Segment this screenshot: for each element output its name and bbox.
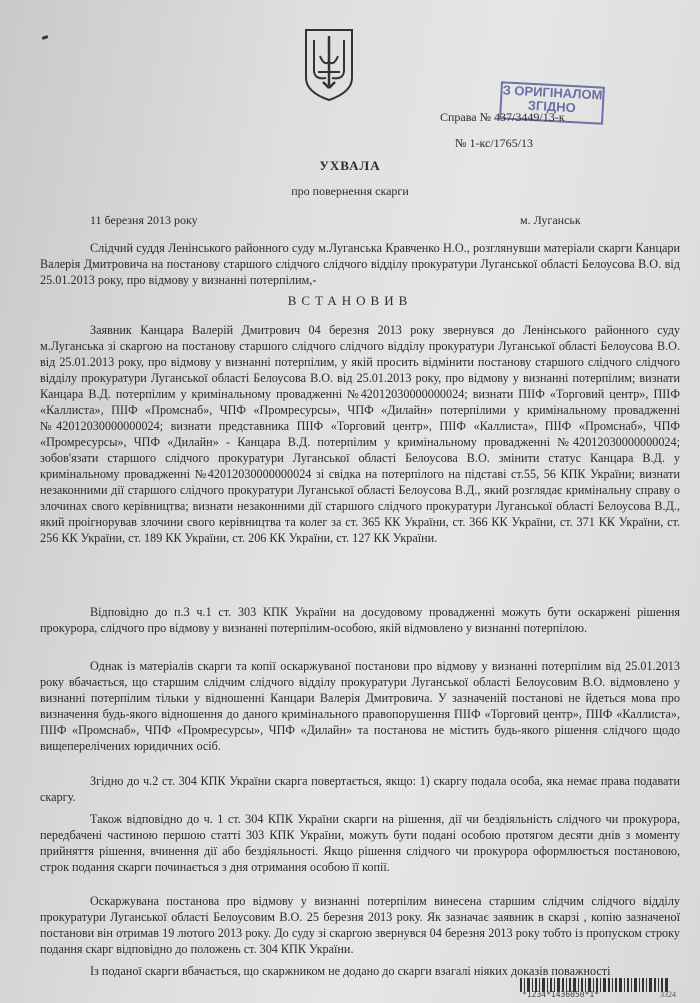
trident-emblem-icon	[302, 26, 356, 102]
paragraph-4: Згідно до ч.2 ст. 304 КПК України скарга повертається, якщо: 1) скаргу подала особа, яка немає права подавати скаргу.	[40, 774, 680, 804]
intro-paragraph: Слідчий суддя Ленінського районного суду м.Луганська Кравченко Н.О., розглянувши матеріали скарги Канцари Валерія Дмитровича на постанову старшого слідчого слідчого відділу прокуратури Луганської області Белоусова В.О. від 25.01.2013 року, про відмову у визнанні потерпілим,-	[40, 241, 680, 287]
case-number: Справа № 437/3449/13-к	[440, 110, 565, 124]
document-date: 11 березня 2013 року	[90, 213, 198, 227]
paragraph-2: Відповідно до п.3 ч.1 ст. 303 КПК України на досудовому провадженні можуть бути оскаржені рішення прокурора, слідчого про відмову у визнанні потерпілим-особою, якій відмовлено у визнанні потерпілою.	[40, 605, 680, 635]
barcode-number: *1234*1436050*1*	[522, 990, 600, 999]
stamp-line-1: З ОРИГІНАЛОМ	[502, 82, 603, 103]
stamp-line-2: ЗГІДНО	[527, 97, 577, 116]
document-title: УХВАЛА	[319, 158, 381, 173]
paragraph-7: Із поданої скарги вбачається, що скаржником не додано до скарги взагалі ніяких доказів поважності	[90, 964, 611, 978]
case-number-secondary: № 1-кс/1765/13	[455, 136, 533, 150]
paragraph-3: Однак із матеріалів скарги та копії оскаржуваної постанови про відмову у визнанні потерпілим від 25.01.2013 року вбачається, що старшим слідчим слідчого відділу прокуратури Луганської області Белоусовим В.О. відмовлено у визнанні потерпілим тільки у відношенні Канцари Валерія Дмитровича. У зазначеній постанові не йдеться мова про визначення будь-якого відношення до даного кримінального правопорушення ПІІФ «Торговий центр», ПІІФ «Каллиста», ПІІФ «Промснаб», ЧПФ «Промресурсы», ЧПФ «Дилайн» та постанова не містить будь-якого рішення слідчого щодо вищеперелічених юридичних осіб.	[40, 659, 680, 753]
paragraph-1: Заявник Канцара Валерій Дмитрович 04 березня 2013 року звернувся до Ленінського районного суду м.Луганська зі скаргою на постанову старшого слідчого слідчого відділу прокуратури Луганської області Белоусова В.О. від 25.01.2013 року, про відмову у визнанні потерпілим, у якій просить відмінити постанову старшого слідчого слідчого відділу прокуратури Луганської області Белоусова В.О. від 25.01.2013 року, про відмову у визнанні потерпілим; визнати Канцара В.Д. потерпілим у кримінальному провадженні №42012030000000024; визнати ПІІФ «Торговий центр», ПІІФ «Каллиста», ПІІФ «Промснаб», ЧПФ «Промресурсы», ЧПФ «Дилайн» потерпілими у кримінальному провадженні №42012030000000024; визнати представника ПІІФ «Торговий центр», ПІІФ «Каллиста», ПІІФ «Промснаб», ЧПФ «Промресурсы», ЧПФ «Дилайн» - Канцара В.Д. потерпілим у кримінальному провадженні №42012030000000024; зобов'язати старшого слідчого прокуратури Луганської області Белоусова В.О. змінити статус Канцара В.Д. у кримінальному провадженні №42012030000000024 зі свідка на потерпілого на підставі ст.55, 56 КПК України; визнати незаконними дії старшого слідчого прокуратури Луганської області Белоусова В.Д., який розглядає кримінальну справу о злочинах свого керівництва; визнати незаконними дії старшого слідчого прокуратури Луганської області Белоусова В.Д., який проігнорував злочини свого керівництва та колег за ст. 365 КК України, ст. 366 КК України, ст. 371 КК України, ст. 256 КК України, ст. 189 КК України, ст. 206 КК України, ст. 127 КК України.	[40, 323, 680, 545]
document-subtitle: про повернення скарги	[291, 184, 409, 198]
pen-mark	[42, 35, 49, 40]
paragraph-6: Оскаржувана постанова про відмову у визнанні потерпілим винесена старшим слідчим слідчого відділу прокуратури Луганської області Белоусовим В.О. 25 березня 2013 року. Як зазначає заявник в скарзі , копію зазначеної постанови він отримав 19 лютого 2013 року. До суду зі скаргою звернувся 04 березня 2013 року тобто із пропуском строку подання скарг відповідно до положень ст. 304 КПК України.	[40, 894, 680, 956]
paragraph-5: Також відповідно до ч. 1 ст. 304 КПК України скарги на рішення, дії чи бездіяльність слідчого чи прокурора, передбачені частиною першою статті 303 КПК України, можуть бути подані особою протягом десяти днів з моменту прийняття рішення, вчинення дії або бездіяльності. Якщо рішення слідчого чи прокурора оформлюється постановою, строк подання скарги починається з дня отримання особою її копії.	[40, 812, 680, 874]
document-city: м. Луганськ	[520, 213, 581, 227]
page-number: 3324	[660, 990, 676, 999]
section-heading: ВСТАНОВИВ	[287, 293, 413, 308]
